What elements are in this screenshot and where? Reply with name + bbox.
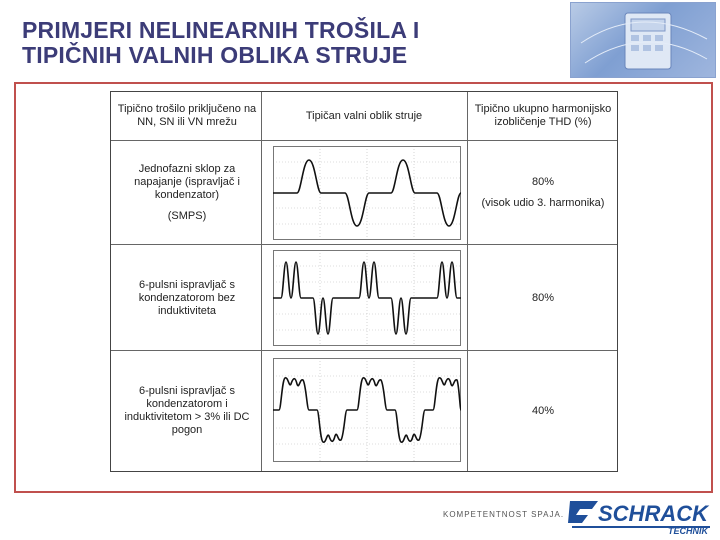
brand-name: SCHRACK	[598, 501, 708, 526]
waveform-smps	[273, 146, 461, 240]
waveform-6-pulse-inductor	[273, 358, 461, 462]
row-2-load: 6-pulsni ispravljač s kondenzatorom bez induktiviteta	[138, 278, 236, 317]
brand-subtitle: TECHNIK	[668, 526, 708, 535]
row-3-load: 6-pulsni ispravljač s kondenzatorom i induktivitetom > 3% ili DC pogon	[124, 385, 250, 436]
row-2-thd: 80%	[531, 291, 555, 304]
row-divider	[111, 140, 617, 141]
row-1-load-text: Jednofazni sklop za napajanje (ispravljač i kondenzator)	[134, 163, 240, 201]
waveform-6-pulse	[273, 250, 461, 346]
title-line-2: TIPIČNIH VALNIH OBLIKA STRUJE	[22, 42, 408, 68]
row-3-thd: 40%	[531, 404, 555, 417]
header-thd: Tipično ukupno harmonijsko izobličenje THD (%)	[474, 103, 612, 128]
row-divider	[111, 350, 617, 351]
row-divider	[111, 244, 617, 245]
load-table	[110, 91, 618, 472]
device-panel-logo	[570, 2, 716, 78]
column-divider	[467, 92, 468, 471]
row-1-thd-note: (visok udio 3. harmonika)	[481, 197, 605, 209]
schrack-logo	[568, 497, 712, 535]
row-1-thd-value: 80%	[531, 176, 555, 188]
footer-tagline: KOMPETENTNOST SPAJA.	[443, 510, 565, 519]
header-load: Tipično trošilo priključeno na NN, SN ili VN mrežu	[117, 103, 257, 128]
row-1-load-note: (SMPS)	[167, 210, 207, 222]
header-waveform: Tipičan valni oblik struje	[305, 109, 423, 122]
column-divider	[261, 92, 262, 471]
page-title	[22, 18, 419, 68]
row-1-load	[115, 146, 259, 240]
row-1-thd	[471, 146, 615, 240]
title-line-1: PRIMJERI NELINEARNIH TROŠILA I	[22, 17, 420, 43]
